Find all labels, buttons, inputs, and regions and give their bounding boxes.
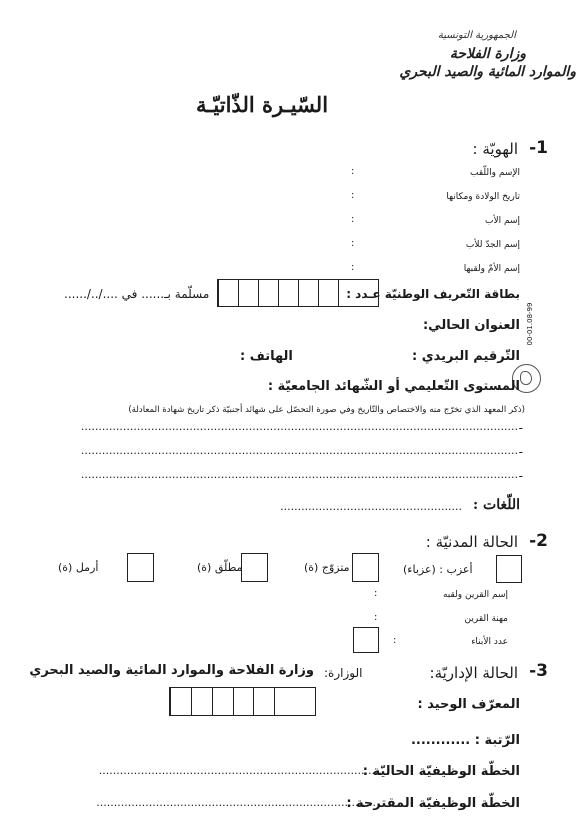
education-line-1[interactable]: ............................................................................................................................. — [80, 420, 518, 433]
single-checkbox[interactable] — [496, 555, 522, 583]
unique-id-cell[interactable] — [274, 688, 295, 715]
current-plan-line[interactable]: ................................................................................. — [98, 764, 382, 777]
field-mother: إسم الأمّ ولقبها — [463, 264, 520, 274]
education-note: (ذكر المعهد الذي تخرّج منه والاختصاص والتّاريخ وفي صورة التحصّل على شهائد أجنبيّة ذكر تاريخ شهادة المعادلة) — [128, 405, 525, 415]
page-title: السّيـرة الذّاتيّـة — [196, 92, 329, 117]
education-heading: المستوى التّعليمي أو الشّهائد الجامعيّة : — [267, 379, 520, 394]
languages-label: اللّغات : — [472, 497, 520, 513]
section-3-number: 3- — [529, 661, 548, 681]
field-birth: تاريخ الولادة ومكانها — [446, 192, 520, 202]
spouse-name-colon: : — [374, 588, 378, 599]
section-3-heading: الحالة الإداريّة: — [429, 664, 518, 682]
unique-id-cell[interactable] — [253, 688, 274, 715]
proposed-plan-line[interactable]: ................................................................................ — [96, 796, 376, 809]
married-checkbox[interactable] — [352, 553, 379, 582]
unique-id-cell[interactable] — [295, 688, 315, 715]
id-card-label: بطاقة التّعريف الوطنيّة عـدد : — [346, 287, 520, 301]
id-cell[interactable] — [218, 280, 238, 306]
section-2-number: 2- — [529, 531, 548, 551]
id-cell[interactable] — [358, 280, 377, 306]
ministry-header-line2: والموارد المائية والصيد البحري — [399, 64, 576, 80]
education-line-bullet: - — [518, 421, 523, 435]
spouse-name-label: إسم القرين ولقبه — [442, 590, 508, 600]
postal-code-label: التّرقيم البريدي : — [411, 349, 520, 364]
republic-header: الجمهورية التونسية — [437, 30, 516, 41]
languages-line[interactable]: .................................................... — [280, 500, 462, 513]
proposed-plan-label: الخطّة الوظيفيّة المقترحة : — [346, 796, 520, 811]
field-father-colon: : — [351, 214, 355, 225]
unique-id-cell[interactable] — [170, 688, 191, 715]
unique-id-cell[interactable] — [212, 688, 233, 715]
phone-label: الهاتف : — [240, 349, 293, 364]
field-birth-colon: : — [351, 190, 355, 201]
spouse-job-colon: : — [374, 612, 378, 623]
field-mother-colon: : — [351, 262, 355, 273]
side-reference: 00-01.08-99 — [526, 302, 534, 346]
education-line-bullet: - — [518, 469, 523, 483]
address-label: العنوان الحالي: — [422, 318, 520, 333]
field-full-name-colon: : — [351, 166, 355, 177]
ministry-label: الوزارة: — [324, 666, 363, 680]
current-plan-label: الخطّة الوظيفيّة الحاليّة : — [362, 764, 520, 779]
rank-label: الرّتبة : ............ — [410, 733, 520, 748]
field-father: إسم الأب — [485, 216, 520, 226]
unique-id-cells[interactable] — [169, 687, 316, 716]
field-full-name: الإسم واللّقب — [470, 168, 520, 178]
children-count-box[interactable] — [353, 627, 379, 653]
education-line-2[interactable]: ............................................................................................................................. — [80, 444, 518, 457]
field-grandfather-colon: : — [351, 238, 355, 249]
section-1-heading: الهويّة : — [472, 140, 518, 158]
id-cell[interactable] — [238, 280, 258, 306]
spouse-job-label: مهنة القرين — [464, 614, 508, 624]
unique-id-label: المعرّف الوحيد : — [417, 697, 520, 712]
id-cell[interactable] — [338, 280, 358, 306]
married-label: متزوّج (ة) — [304, 561, 350, 574]
unique-id-cell[interactable] — [191, 688, 212, 715]
section-2-heading: الحالة المدنيّة : — [425, 533, 518, 551]
id-cell[interactable] — [318, 280, 338, 306]
id-cell[interactable] — [258, 280, 278, 306]
divorced-label: مطلّق (ة) — [197, 561, 243, 574]
ministry-value: وزارة الفلاحة والموارد المائية والصيد البحري — [29, 663, 314, 678]
single-label: أعزب : (عزباء) — [403, 563, 473, 576]
ministry-header-line1: وزارة الفلاحة — [449, 46, 526, 62]
unique-id-cell[interactable] — [233, 688, 254, 715]
divorced-checkbox[interactable] — [241, 553, 268, 582]
education-line-3[interactable]: ............................................................................................................................. — [80, 468, 518, 481]
section-1-number: 1- — [529, 138, 548, 158]
id-cell[interactable] — [278, 280, 298, 306]
widowed-label: أرمل (ة) — [58, 561, 99, 574]
field-grandfather: إسم الجدّ للأب — [465, 240, 520, 250]
children-colon: : — [393, 635, 397, 646]
children-label: عدد الأبناء — [471, 637, 508, 647]
widowed-checkbox[interactable] — [127, 553, 154, 582]
id-cell[interactable] — [298, 280, 318, 306]
id-card-number-cells[interactable] — [217, 279, 379, 307]
education-line-bullet: - — [518, 445, 523, 459]
id-card-issued: مسلّمة بـ...... في ..../../...... — [64, 287, 210, 301]
